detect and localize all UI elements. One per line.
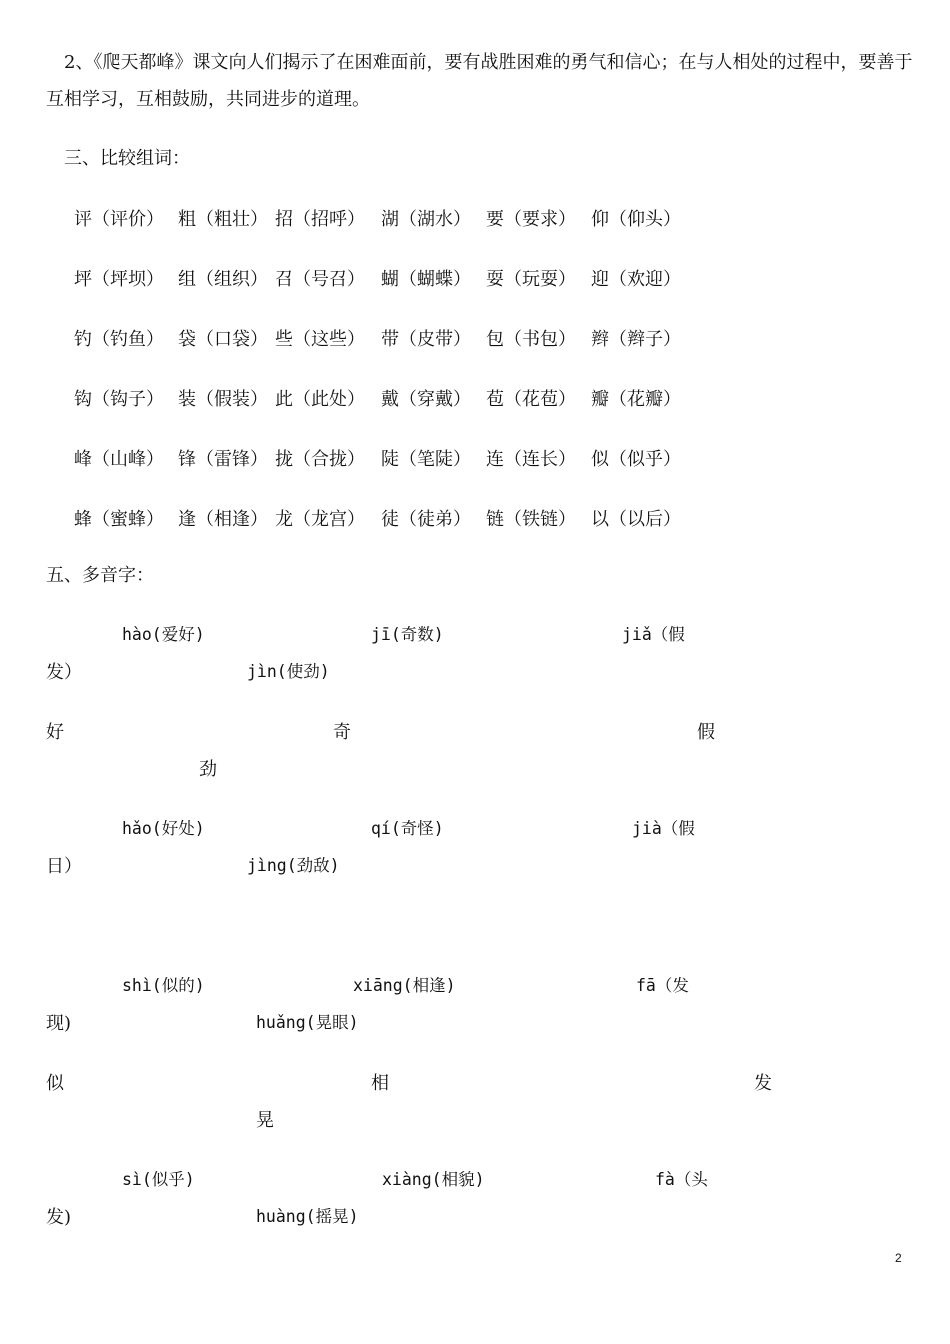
compare-cell: 戴（穿戴） [381, 389, 471, 410]
pinyin-fa4: fà（头 [655, 1170, 708, 1189]
pinyin-si4: sì(似乎) [122, 1170, 195, 1189]
char-fa: 发 [754, 1073, 772, 1094]
compare-cell: 迎（欢迎） [591, 269, 681, 290]
char-qi: 奇 [333, 722, 351, 743]
char-si: 似 [46, 1073, 64, 1094]
compare-cell: 蜂（蜜蜂） [74, 509, 164, 530]
compare-cell: 龙（龙宫） [275, 509, 365, 530]
pinyin-huang4: huàng(摇晃) [256, 1207, 359, 1226]
pinyin-huang3: huǎng(晃眼) [256, 1013, 359, 1032]
pinyin-xiang1: xiāng(相逢) [353, 976, 456, 995]
pinyin-fa1: fā（发 [636, 976, 689, 995]
char-hao: 好 [46, 722, 64, 743]
compare-cell: 耍（玩耍） [486, 269, 576, 290]
char-jin: 劲 [199, 759, 217, 780]
compare-cell: 以（以后） [591, 509, 681, 530]
pinyin-jia3-cont: 发） [46, 662, 82, 683]
compare-cell: 陡（笔陡） [381, 449, 471, 470]
compare-cell: 徒（徒弟） [381, 509, 471, 530]
compare-cell: 装（假装） [178, 389, 268, 410]
pinyin-fa1-cont: 现) [46, 1013, 72, 1034]
compare-cell: 招（招呼） [275, 209, 365, 230]
compare-cell: 锋（雷锋） [178, 449, 268, 470]
compare-cell: 组（组织） [178, 269, 268, 290]
compare-cell: 连（连长） [486, 449, 576, 470]
compare-cell: 拢（合拢） [275, 449, 365, 470]
pinyin-xiang4: xiàng(相貌) [382, 1170, 485, 1189]
compare-cell: 钩（钩子） [74, 389, 164, 410]
compare-cell: 瓣（花瓣） [591, 389, 681, 410]
char-huang: 晃 [256, 1110, 274, 1131]
compare-cell: 逢（相逢） [178, 509, 268, 530]
pinyin-shi4: shì(似的) [122, 976, 205, 995]
compare-cell: 湖（湖水） [381, 209, 471, 230]
compare-cell: 粗（粗壮） [178, 209, 268, 230]
compare-cell: 蝴（蝴蝶） [381, 269, 471, 290]
compare-cell: 似（似乎） [591, 449, 681, 470]
pinyin-jia4-cont: 日） [46, 856, 82, 877]
pinyin-ji1: jī(奇数) [371, 625, 444, 644]
pinyin-jing4: jìng(劲敌) [247, 856, 340, 875]
pinyin-jia3: jiǎ（假 [622, 625, 685, 644]
compare-cell: 召（号召） [275, 269, 365, 290]
compare-cell: 此（此处） [275, 389, 365, 410]
compare-cell: 些（这些） [275, 329, 365, 350]
compare-cell: 要（要求） [486, 209, 576, 230]
intro-paragraph [46, 44, 916, 118]
compare-cell: 坪（坪坝） [74, 269, 164, 290]
pinyin-fa4-cont: 发) [46, 1207, 72, 1228]
compare-cell: 峰（山峰） [74, 449, 164, 470]
pinyin-jia4: jià（假 [632, 819, 695, 838]
char-jia: 假 [697, 722, 715, 743]
section3-heading: 三、比较组词： [64, 148, 190, 169]
compare-cell: 辫（辫子） [591, 329, 681, 350]
pinyin-jin4: jìn(使劲) [247, 662, 330, 681]
section5-heading: 五、多音字： [46, 565, 154, 586]
pinyin-qi2: qí(奇怪) [371, 819, 444, 838]
compare-cell: 包（书包） [486, 329, 576, 350]
intro-text: 2、《爬天都峰》课文向人们揭示了在困难面前，要有战胜困难的勇气和信心；在与人相处的过程中，要善于互相学习，互相鼓励，共同进步的道理。 [46, 52, 913, 110]
pinyin-hao4: hào(爱好) [122, 625, 205, 644]
char-xiang: 相 [371, 1073, 389, 1094]
page-number: 2 [895, 1251, 902, 1265]
pinyin-hao3: hǎo(好处) [122, 819, 205, 838]
compare-cell: 钓（钓鱼） [74, 329, 164, 350]
compare-cell: 带（皮带） [381, 329, 471, 350]
compare-cell: 袋（口袋） [178, 329, 268, 350]
compare-cell: 仰（仰头） [591, 209, 681, 230]
compare-cell: 链（铁链） [486, 509, 576, 530]
compare-cell: 苞（花苞） [486, 389, 576, 410]
compare-cell: 评（评价） [74, 209, 164, 230]
